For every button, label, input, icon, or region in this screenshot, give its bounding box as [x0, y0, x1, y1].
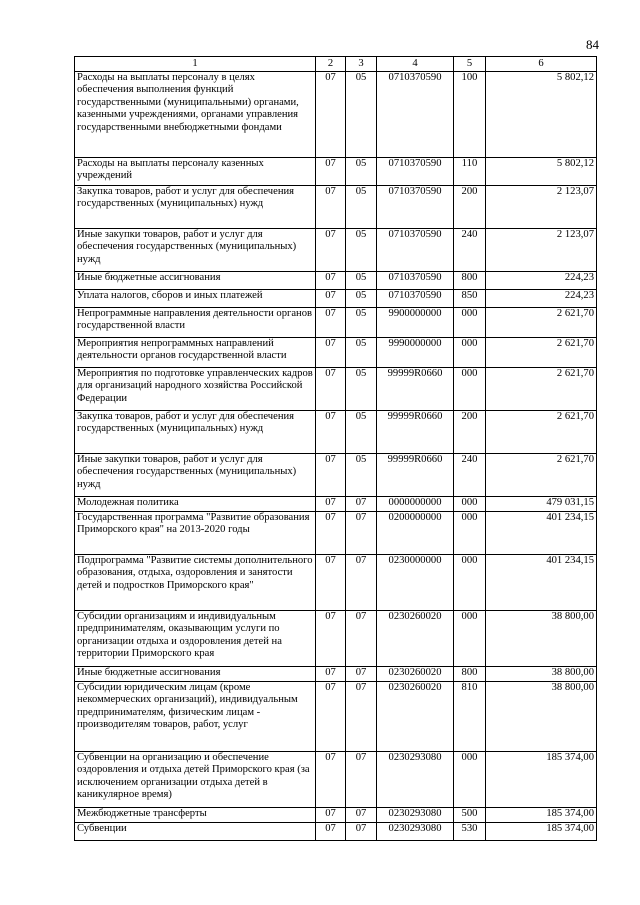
header-cell: 2 — [316, 57, 346, 72]
expense-type-cell: 850 — [454, 290, 486, 308]
table-row — [75, 411, 597, 454]
row-name-cell: Субсидии юридическим лицам (кроме некоммерческих организаций), индивидуальным предпринимателям, физическим лицам - производителям товаров, работ, услуг — [75, 682, 316, 752]
target-article-cell: 0230293080 — [377, 808, 454, 823]
table-row — [75, 338, 597, 368]
amount-cell: 401 234,15 — [486, 512, 597, 555]
row-name-cell: Государственная программа "Развитие образования Приморского края" на 2013-2020 годы — [75, 512, 316, 555]
table-row — [75, 611, 597, 667]
row-name-cell: Мероприятия непрограммных направлений деятельности органов государственной власти — [75, 338, 316, 368]
header-cell: 6 — [486, 57, 597, 72]
table-row — [75, 368, 597, 411]
expense-type-cell: 240 — [454, 229, 486, 272]
section-cell: 07 — [316, 308, 346, 338]
table-row — [75, 808, 597, 823]
amount-cell: 2 123,07 — [486, 186, 597, 229]
budget-table — [74, 56, 597, 841]
table-row — [75, 497, 597, 512]
expense-type-cell: 500 — [454, 808, 486, 823]
expense-type-cell: 810 — [454, 682, 486, 752]
subsection-cell: 05 — [346, 290, 377, 308]
amount-cell: 38 800,00 — [486, 667, 597, 682]
row-name-cell: Иные бюджетные ассигнования — [75, 272, 316, 290]
subsection-cell: 07 — [346, 808, 377, 823]
table-row — [75, 158, 597, 186]
amount-cell: 5 802,12 — [486, 158, 597, 186]
subsection-cell: 07 — [346, 667, 377, 682]
amount-cell: 2 621,70 — [486, 338, 597, 368]
amount-cell: 2 621,70 — [486, 368, 597, 411]
target-article-cell: 99999R0660 — [377, 454, 454, 497]
expense-type-cell: 530 — [454, 823, 486, 841]
section-cell: 07 — [316, 611, 346, 667]
table-row — [75, 72, 597, 158]
row-name-cell: Мероприятия по подготовке управленческих кадров для организаций народного хозяйства Российской Федерации — [75, 368, 316, 411]
header-cell: 5 — [454, 57, 486, 72]
subsection-cell: 05 — [346, 411, 377, 454]
expense-type-cell: 000 — [454, 512, 486, 555]
page-number: 84 — [586, 37, 599, 52]
expense-type-cell: 000 — [454, 497, 486, 512]
target-article-cell: 0230293080 — [377, 823, 454, 841]
amount-cell: 2 621,70 — [486, 454, 597, 497]
amount-cell: 224,23 — [486, 290, 597, 308]
amount-cell: 185 374,00 — [486, 752, 597, 808]
table-row — [75, 290, 597, 308]
table-row — [75, 667, 597, 682]
target-article-cell: 0230260020 — [377, 667, 454, 682]
amount-cell: 185 374,00 — [486, 823, 597, 841]
section-cell: 07 — [316, 338, 346, 368]
section-cell: 07 — [316, 290, 346, 308]
expense-type-cell: 000 — [454, 338, 486, 368]
row-name-cell: Непрограммные направления деятельности органов государственной власти — [75, 308, 316, 338]
section-cell: 07 — [316, 368, 346, 411]
target-article-cell: 0710370590 — [377, 72, 454, 158]
amount-cell: 38 800,00 — [486, 682, 597, 752]
target-article-cell: 0230260020 — [377, 682, 454, 752]
section-cell: 07 — [316, 411, 346, 454]
table-row — [75, 454, 597, 497]
row-name-cell: Расходы на выплаты персоналу в целях обеспечения выполнения функций государственными (муниципальными) органами, казенными учреждениями, органами управления государственными внебюджетными фондами — [75, 72, 316, 158]
target-article-cell: 0710370590 — [377, 229, 454, 272]
expense-type-cell: 000 — [454, 368, 486, 411]
table-row — [75, 308, 597, 338]
table-row — [75, 823, 597, 841]
target-article-cell: 0230000000 — [377, 555, 454, 611]
target-article-cell: 99999R0660 — [377, 368, 454, 411]
row-name-cell: Закупка товаров, работ и услуг для обеспечения государственных (муниципальных) нужд — [75, 411, 316, 454]
subsection-cell: 05 — [346, 454, 377, 497]
amount-cell: 185 374,00 — [486, 808, 597, 823]
expense-type-cell: 800 — [454, 667, 486, 682]
target-article-cell: 0710370590 — [377, 272, 454, 290]
subsection-cell: 05 — [346, 229, 377, 272]
amount-cell: 2 621,70 — [486, 308, 597, 338]
target-article-cell: 9900000000 — [377, 308, 454, 338]
subsection-cell: 05 — [346, 186, 377, 229]
subsection-cell: 05 — [346, 72, 377, 158]
section-cell: 07 — [316, 454, 346, 497]
table-header-row — [75, 57, 597, 72]
table-row — [75, 186, 597, 229]
section-cell: 07 — [316, 512, 346, 555]
header-cell: 1 — [75, 57, 316, 72]
subsection-cell: 07 — [346, 682, 377, 752]
row-name-cell: Иные бюджетные ассигнования — [75, 667, 316, 682]
section-cell: 07 — [316, 229, 346, 272]
subsection-cell: 05 — [346, 158, 377, 186]
subsection-cell: 07 — [346, 512, 377, 555]
target-article-cell: 0230293080 — [377, 752, 454, 808]
row-name-cell: Уплата налогов, сборов и иных платежей — [75, 290, 316, 308]
table-row — [75, 682, 597, 752]
target-article-cell: 0000000000 — [377, 497, 454, 512]
expense-type-cell: 240 — [454, 454, 486, 497]
subsection-cell: 07 — [346, 752, 377, 808]
row-name-cell: Расходы на выплаты персоналу казенных учреждений — [75, 158, 316, 186]
section-cell: 07 — [316, 823, 346, 841]
row-name-cell: Иные закупки товаров, работ и услуг для обеспечения государственных (муниципальных) нужд — [75, 454, 316, 497]
section-cell: 07 — [316, 72, 346, 158]
target-article-cell: 0230260020 — [377, 611, 454, 667]
amount-cell: 401 234,15 — [486, 555, 597, 611]
section-cell: 07 — [316, 497, 346, 512]
row-name-cell: Иные закупки товаров, работ и услуг для обеспечения государственных (муниципальных) нужд — [75, 229, 316, 272]
table-row — [75, 752, 597, 808]
subsection-cell: 07 — [346, 497, 377, 512]
row-name-cell: Подпрограмма "Развитие системы дополнительного образования, отдыха, оздоровления и занятости детей и подростков Приморского края" — [75, 555, 316, 611]
subsection-cell: 05 — [346, 368, 377, 411]
row-name-cell: Межбюджетные трансферты — [75, 808, 316, 823]
section-cell: 07 — [316, 186, 346, 229]
subsection-cell: 05 — [346, 272, 377, 290]
expense-type-cell: 110 — [454, 158, 486, 186]
table-row — [75, 512, 597, 555]
target-article-cell: 99999R0660 — [377, 411, 454, 454]
row-name-cell: Субвенции — [75, 823, 316, 841]
table-row — [75, 272, 597, 290]
expense-type-cell: 000 — [454, 308, 486, 338]
expense-type-cell: 000 — [454, 752, 486, 808]
subsection-cell: 07 — [346, 611, 377, 667]
amount-cell: 2 621,70 — [486, 411, 597, 454]
expense-type-cell: 100 — [454, 72, 486, 158]
section-cell: 07 — [316, 682, 346, 752]
target-article-cell: 0710370590 — [377, 290, 454, 308]
amount-cell: 38 800,00 — [486, 611, 597, 667]
subsection-cell: 05 — [346, 338, 377, 368]
row-name-cell: Молодежная политика — [75, 497, 316, 512]
amount-cell: 224,23 — [486, 272, 597, 290]
expense-type-cell: 200 — [454, 411, 486, 454]
section-cell: 07 — [316, 667, 346, 682]
subsection-cell: 07 — [346, 555, 377, 611]
section-cell: 07 — [316, 752, 346, 808]
row-name-cell: Закупка товаров, работ и услуг для обеспечения государственных (муниципальных) нужд — [75, 186, 316, 229]
target-article-cell: 0710370590 — [377, 158, 454, 186]
target-article-cell: 9990000000 — [377, 338, 454, 368]
row-name-cell: Субвенции на организацию и обеспечение оздоровления и отдыха детей Приморского края (за исключением организации отдыха детей в каникулярное время) — [75, 752, 316, 808]
section-cell: 07 — [316, 272, 346, 290]
target-article-cell: 0200000000 — [377, 512, 454, 555]
target-article-cell: 0710370590 — [377, 186, 454, 229]
amount-cell: 5 802,12 — [486, 72, 597, 158]
section-cell: 07 — [316, 808, 346, 823]
amount-cell: 2 123,07 — [486, 229, 597, 272]
amount-cell: 479 031,15 — [486, 497, 597, 512]
section-cell: 07 — [316, 158, 346, 186]
table-row — [75, 229, 597, 272]
section-cell: 07 — [316, 555, 346, 611]
header-cell: 4 — [377, 57, 454, 72]
expense-type-cell: 800 — [454, 272, 486, 290]
header-cell: 3 — [346, 57, 377, 72]
subsection-cell: 05 — [346, 308, 377, 338]
subsection-cell: 07 — [346, 823, 377, 841]
expense-type-cell: 000 — [454, 555, 486, 611]
expense-type-cell: 200 — [454, 186, 486, 229]
expense-type-cell: 000 — [454, 611, 486, 667]
row-name-cell: Субсидии организациям и индивидуальным предпринимателям, оказывающим услуги по организации отдыха и оздоровления детей на территории Приморского края — [75, 611, 316, 667]
table-row — [75, 555, 597, 611]
